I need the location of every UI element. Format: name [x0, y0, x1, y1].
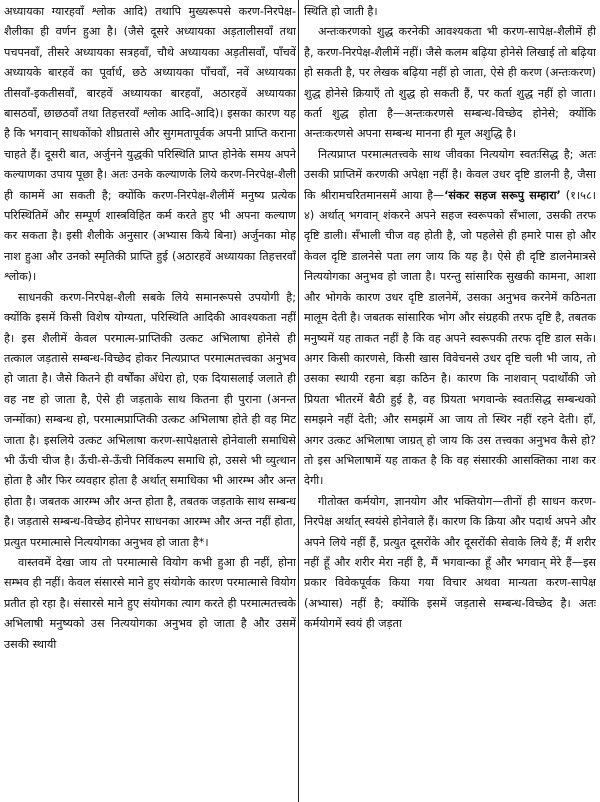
paragraph-4: स्थिति हो जाती है।	[304, 5, 378, 18]
paragraph-7: गीतोक्त कर्मयोग, ज्ञानयोग और भक्तियोग—तीनों ही साधन करण-निरपेक्ष अर्थात् स्वयंसे होनेवाले हैं। कारण कि क्रिया और पदार्थ अपने और अपने लिये नहीं हैं, प्रत्युत दूसरोंके और दूसरोंकी सेवाके लिये हैं; मैं शरीर नहीं हूँ और शरीर मेरा नहीं है, मैं भगवान्का हूँ और भगवान् मेरे हैं—इस प्रकार विवेकपूर्वक किया गया विचार अथवा मान्यता करण-सापेक्ष (अभ्यास) नहीं है; क्योंकि इसमें जड़तासे सम्बन्ध-विच्छेद है। अतः कर्मयोगमें स्वयं ही जड़ता	[304, 494, 596, 631]
right-column	[304, 2, 596, 800]
paragraph-6	[304, 145, 596, 492]
left-column	[4, 2, 296, 800]
paragraph-1: अध्यायका ग्यारहवाँ श्लोक आदि) तथापि मुख्यरूपसे करण-निरपेक्ष-शैलीका ही वर्णन हुआ है। (जैसे दूसरे अध्यायका अड़तालीसवाँ तथा पचपनवाँ, तीसरे अध्यायका सत्रहवाँ, चौथे अध्यायका अड़तीसवाँ, पाँचवें अध्यायके बारहवें का पूर्वार्ध, छठे अध्यायका पाँचवाँ, नवें अध्यायका तीसवाँ-इकतीसवाँ, बारहवें अध्यायका बारहवाँ, अठारहवें अध्यायका बासठवाँ, छाछठवाँ तथा तिहत्तरवाँ श्लोक आदि-आदि)। इसका कारण यह है कि भगवान् साधकोंको शीघ्रतासे और सुगमतापूर्वक अपनी प्राप्ति कराना चाहते हैं। दूसरी बात, अर्जुनने युद्धकी परिस्थिति प्राप्त होनेके समय अपने कल्याणका उपाय पूछा है। अतः उनके कल्याणके लिये करण-निरपेक्ष-शैली ही काममें आ सकती है; क्योंकि करण-निरपेक्ष-शैलीमें मनुष्य प्रत्येक परिस्थितिमें और सम्पूर्ण शास्त्रविहित कर्म करते हुए भी अपना कल्याण कर सकता है। इसी शैलीके अनुसार (अभ्यास किये बिना) अर्जुनका मोह नाश हुआ और उनको स्मृतिकी प्राप्ति हुई (अठारहवें अध्यायका तिहत्तरवाँ श्लोक)।	[4, 5, 296, 284]
paragraph-6-lead: नित्यप्राप्त परमात्मतत्त्वके साथ जीवका नित्ययोग स्वतःसिद्ध है; अतः उसकी प्राप्तिमें करणकी अपेक्षा नहीं है। केवल उधर दृष्टि डालनी है, जैसा कि श्रीरामचरितमानसमें आया है—	[304, 147, 596, 202]
paragraph-6-rest: (१।५८।४) अर्थात् भगवान् शंकरने अपने सहज स्वरूपको सँभाला, उसकी तरफ दृष्टि डाली। सँभाली चीज वह होती है, जो पहलेसे ही हमारे पास हो और केवल दृष्टि डालनेसे पता लग जाय कि यह है। ऐसे ही दृष्टि डालनेमात्रसे नित्ययोगका अनुभव हो जाता है। परन्तु सांसारिक सुखकी कामना, आशा और भोगके कारण उधर दृष्टि डालनेमें, उसका अनुभव करनेमें कठिनता मालूम देती है। जबतक सांसारिक भोग और संग्रहकी तरफ दृष्टि है, तबतक मनुष्यमें यह ताकत नहीं है कि वह अपने स्वरूपकी तरफ दृष्टि डाल सके। अगर किसी कारणसे, किसी खास विवेचनसे उधर दृष्टि चली भी जाय, तो उसका स्थायी रहना बड़ा कठिन है। कारण कि नाशवान् पदार्थोंकी जो प्रियता भीतरमें बैठी हुई है, वह प्रियता भगवान्के स्वतःसिद्ध सम्बन्धको समझने नहीं देती; और समझमें आ जाय तो स्थिर नहीं रहने देती। हाँ, अगर उत्कट अभिलाषा जाग्रत् हो जाय कि उस तत्त्वका अनुभव कैसे हो? तो इस अभिलाषामें यह ताकत है कि वह संसारकी आसक्तिका नाश कर देगी।	[304, 188, 596, 488]
column-divider	[298, 0, 299, 802]
ramcharitmanas-quote: ‘संकर सहज सरूपु सम्हारा’	[444, 188, 561, 202]
paragraph-2: साधनकी करण-निरपेक्ष-शैली सबके लिये समानरूपसे उपयोगी है; क्योंकि इसमें किसी विशेष योग्यता, परिस्थिति आदिकी आवश्यकता नहीं है। इस शैलीमें केवल परमात्म-प्राप्तिकी उत्कट अभिलाषा होनेसे ही तत्काल जड़तासे सम्बन्ध-विच्छेद होकर नित्यप्राप्त परमात्मतत्त्वका अनुभव हो जाता है। जैसे कितने ही वर्षोंका अँधेरा हो, एक दियासलाई जलाते ही वह नष्ट हो जाता है, ऐसे ही जड़ताके साथ कितना ही पुराना (अनन्त जन्मोंका) सम्बन्ध हो, परमात्मप्राप्तिकी उत्कट अभिलाषा होते ही वह मिट जाता है। इसलिये उत्कट अभिलाषा करण-सापेक्षतासे होनेवाली समाधिसे भी ऊँची चीज है। ऊँची-से-ऊँची निर्विकल्प समाधि हो, उससे भी व्युत्थान होता है और फिर व्यवहार होता है अर्थात् समाधिका भी आरम्भ और अन्त होता है। जबतक आरम्भ और अन्त होता है, तबतक जड़ताके साथ सम्बन्ध है। जड़तासे सम्बन्ध-विच्छेद होनेपर साधनका आरम्भ और अन्त नहीं होता, प्रत्युत परमात्मासे नित्ययोगका अनुभव हो जाता है*।	[4, 290, 296, 549]
paragraph-3: वास्तवमें देखा जाय तो परमात्मासे वियोग कभी हुआ ही नहीं, होना सम्भव ही नहीं। केवल संसारसे माने हुए संयोगके कारण परमात्मासे वियोग प्रतीत हो रहा है। संसारसे माने हुए संयोगका त्याग करते ही परमात्मतत्त्वके अभिलाषी मनुष्यको उस नित्ययोगका अनुभव हो जाता है और उसमें उसकी स्थायी	[4, 555, 296, 651]
paragraph-5: अन्तःकरणको शुद्ध करनेकी आवश्यकता भी करण-सापेक्ष-शैलीमें ही है, करण-निरपेक्ष-शैलीमें नहीं। जैसे कलम बढ़िया होनेसे लिखाई तो बढ़िया हो सकती है, पर लेखक बढ़िया नहीं हो जाता, ऐसे ही करण (अन्तःकरण) शुद्ध होनेसे क्रियाएँ तो शुद्ध हो सकती हैं, पर कर्ता शुद्ध नहीं हो जाता। कर्ता शुद्ध होता है—अन्तःकरणसे सम्बन्ध-विच्छेद होनेसे; क्योंकि अन्तःकरणसे अपना सम्बन्ध मानना ही मूल अशुद्धि है।	[304, 25, 596, 141]
